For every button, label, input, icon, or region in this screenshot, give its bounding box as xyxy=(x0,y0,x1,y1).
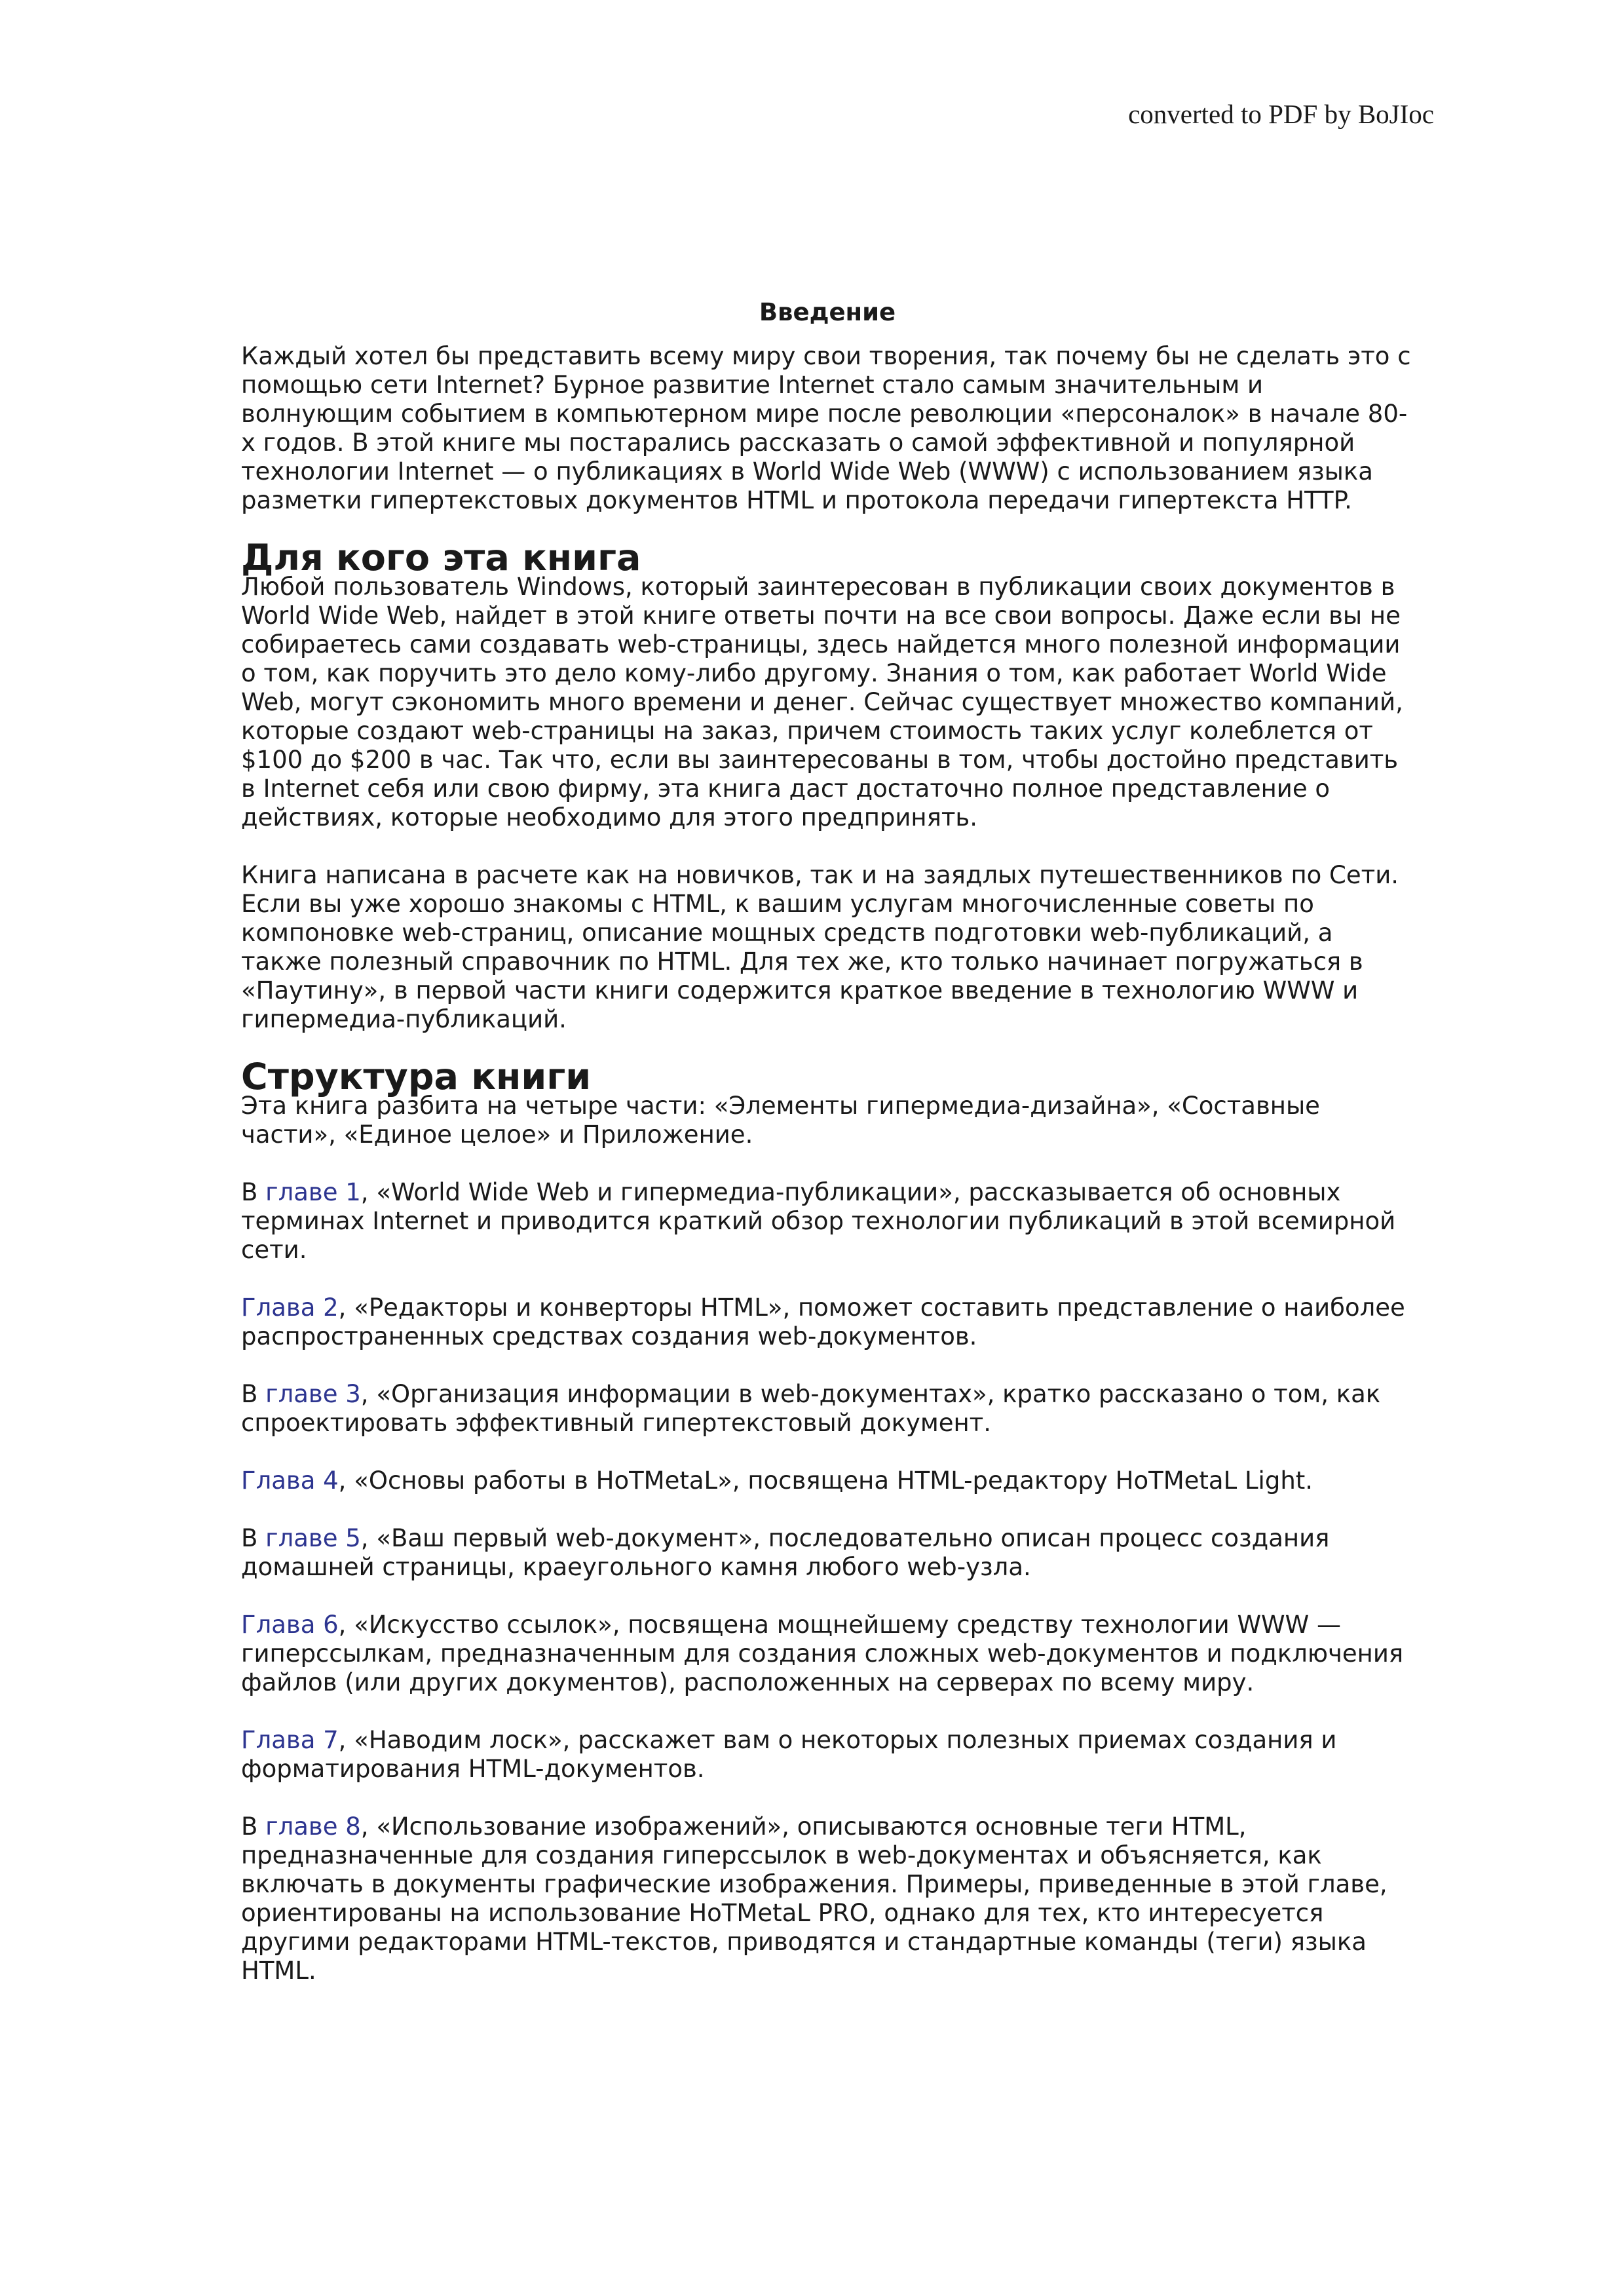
chapter-prefix: В xyxy=(241,1380,266,1408)
chapter-paragraph xyxy=(241,1812,1414,1985)
chapter-paragraph xyxy=(241,1524,1414,1582)
chapter-description: , «Организация информации в web-документах», кратко рассказано о том, как спроектировать эффективный гипертекстовый документ. xyxy=(241,1380,1381,1437)
chapter-description: , «Использование изображений», описываются основные теги HTML, предназначенные для создания гиперссылок в web-документах и объясняется, как включать в документы графические изображения. Примеры, приведенные в этой главе, ориентированы на использование HoTMetaL PRO, однако для тех, кто интересуется другими редакторами HTML-текстов, приводятся и стандартные команды (теги) языка HTML. xyxy=(241,1812,1388,1985)
section-heading-audience: Для кого эта книга xyxy=(241,537,641,579)
chapter-description: , «Искусство ссылок», посвящена мощнейшему средству технологии WWW — гиперссылкам, предназначенным для создания сложных web-документов и подключения файлов (или других документов), расположенных на серверах по всему миру. xyxy=(241,1611,1404,1696)
audience-paragraph-1: Любой пользователь Windows, который заинтересован в публикации своих документов в World Wide Web, найдет в этой книге ответы почти на все свои вопросы. Даже если вы не собираетесь сами создавать web-страницы, здесь найдется много полезной информации о том, как поручить это дело кому-либо другому. Знания о том, как работает World Wide Web, могут сэкономить много времени и денег. Сейчас существует множество компаний, которые создают web-страницы на заказ, причем стоимость таких услуг колеблется от $100 до $200 в час. Так что, если вы заинтересованы в том, чтобы достойно представить в Internet себя или свою фирму, эта книга даст достаточно полное представление о действиях, которые необходимо для этого предпринять. xyxy=(241,573,1403,832)
audience-paragraph-2: Книга написана в расчете как на новичков, так и на заядлых путешественников по Сети. Если вы уже хорошо знакомы с HTML, к вашим услугам многочисленные советы по компоновке web-страниц, описание мощных средств подготовки web-публикаций, а также полезный справочник по HTML. Для тех же, кто только начинает погружаться в «Паутину», в первой части книги содержится краткое введение в технологию WWW и гипермедиа-публикаций. xyxy=(241,861,1399,1033)
chapter-link-1[interactable]: главе 1 xyxy=(265,1178,361,1206)
chapter-prefix: В xyxy=(241,1812,266,1841)
chapter-prefix: В xyxy=(241,1178,266,1206)
chapter-description: , «Редакторы и конверторы HTML», поможет составить представление о наиболее распространенных средствах создания web-документов. xyxy=(241,1293,1405,1350)
chapter-description: , «Основы работы в HoTMetaL», посвящена HTML-редактору HoTMetaL Light. xyxy=(338,1466,1313,1495)
chapter-paragraph xyxy=(241,1178,1414,1265)
chapter-link-7[interactable]: Глава 7 xyxy=(241,1726,339,1754)
chapter-description: , «Ваш первый web-документ», последовательно описан процесс создания домашней страницы, краеугольного камня любого web-узла. xyxy=(241,1524,1330,1581)
document-body xyxy=(241,298,1414,2014)
chapter-paragraph xyxy=(241,1293,1414,1351)
chapter-prefix: В xyxy=(241,1524,266,1552)
chapter-paragraph xyxy=(241,1466,1414,1495)
chapter-link-2[interactable]: Глава 2 xyxy=(241,1293,339,1322)
intro-paragraph: Каждый хотел бы представить всему миру свои творения, так почему бы не сделать это с помощью сети Internet? Бурное развитие Internet стало самым значительным и волнующим событием в компьютерном мире после революции «персоналок» в начале 80-х годов. В этой книге мы постарались рассказать о самой эффективной и популярной технологии Internet — о публикациях в World Wide Web (WWW) с использованием языка разметки гипертекстовых документов HTML и протокола передачи гипертекста HTTP. xyxy=(241,342,1411,514)
chapter-link-3[interactable]: главе 3 xyxy=(265,1380,361,1408)
watermark: converted to PDF by BoJIoc xyxy=(1128,99,1434,129)
chapter-paragraph xyxy=(241,1380,1414,1438)
chapter-link-4[interactable]: Глава 4 xyxy=(241,1466,339,1495)
chapter-link-6[interactable]: Глава 6 xyxy=(241,1611,339,1639)
structure-intro-paragraph: Эта книга разбита на четыре части: «Элементы гипермедиа-дизайна», «Составные части», «Единое целое» и Приложение. xyxy=(241,1092,1320,1149)
chapter-description: , «Наводим лоск», расскажет вам о некоторых полезных приемах создания и форматирования HTML-документов. xyxy=(241,1726,1337,1783)
chapter-description: , «World Wide Web и гипермедиа-публикации», рассказывается об основных терминах Internet и приводится краткий обзор технологии публикаций в этой всемирной сети. xyxy=(241,1178,1396,1264)
section-heading-structure: Структура книги xyxy=(241,1056,592,1098)
chapter-link-8[interactable]: главе 8 xyxy=(265,1812,361,1841)
chapter-paragraph xyxy=(241,1611,1414,1697)
page-title: Введение xyxy=(759,298,896,326)
chapter-paragraph xyxy=(241,1726,1414,1784)
chapter-link-5[interactable]: главе 5 xyxy=(265,1524,361,1552)
